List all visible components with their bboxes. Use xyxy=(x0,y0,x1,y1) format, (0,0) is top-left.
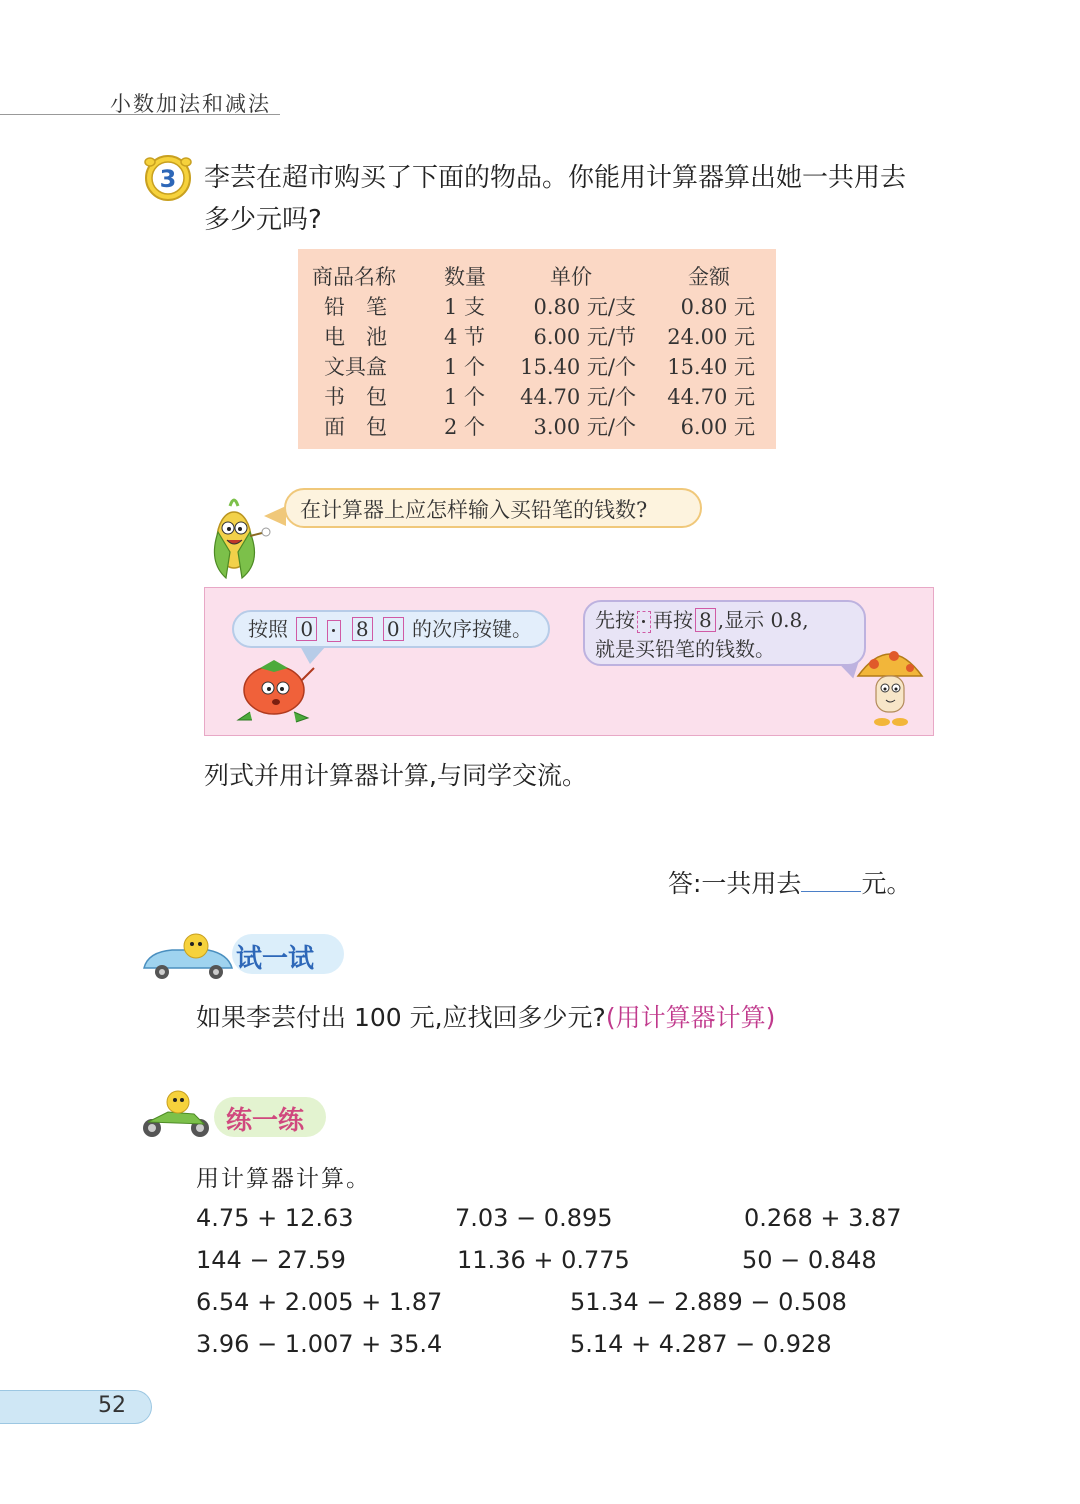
bubble-line-2: 就是买铅笔的钱数。 xyxy=(595,637,775,661)
practice-section-title: 练一练 xyxy=(226,1106,305,1136)
example-question xyxy=(204,157,954,241)
try-section-title: 试一试 xyxy=(236,944,315,974)
header-rule xyxy=(0,114,280,115)
practice-instruction: 用计算器计算。 xyxy=(196,1166,371,1192)
table-cell: 44.70 元/个 xyxy=(520,385,636,409)
table-row xyxy=(298,411,776,441)
example-question-line1: 李芸在超市购买了下面的物品。你能用计算器算出她一共用去 xyxy=(204,163,907,193)
table-cell: 铅 笔 xyxy=(324,295,387,319)
bubble-text: 先按 xyxy=(595,608,635,632)
table-cell: 1 个 xyxy=(444,385,486,409)
page-number: 52 xyxy=(98,1393,126,1418)
practice-expression: 50 − 0.848 xyxy=(742,1246,877,1274)
bubble-line-1 xyxy=(595,606,864,635)
table-cell: 0.80 元 xyxy=(680,295,755,319)
instruction-text: 列式并用计算器计算,与同学交流。 xyxy=(204,761,587,790)
table-cell: 15.40 元/个 xyxy=(520,355,636,379)
try-question-text: 如果李芸付出 100 元,应找回多少元? xyxy=(196,1003,606,1032)
table-row xyxy=(298,291,776,321)
practice-expression: 6.54 + 2.005 + 1.87 xyxy=(196,1288,443,1316)
motorbike-character-icon xyxy=(138,1088,214,1140)
table-cell: 2 个 xyxy=(444,415,486,439)
car-character-icon xyxy=(138,930,238,982)
table-cell: 15.40 元 xyxy=(667,355,755,379)
try-hint: (用计算器计算) xyxy=(605,1003,776,1032)
table-header: 商品名称 xyxy=(312,265,396,289)
bubble-text: 的次序按键。 xyxy=(412,617,532,641)
table-header: 数量 xyxy=(444,265,486,289)
calculator-key: 0 xyxy=(383,617,404,641)
table-cell: 6.00 元 xyxy=(680,415,755,439)
table-cell: 电 池 xyxy=(324,325,387,349)
table-cell: 6.00 元/节 xyxy=(533,325,636,349)
example-number-badge xyxy=(142,148,194,204)
calculator-key: 8 xyxy=(695,608,716,632)
table-cell: 1 支 xyxy=(444,295,486,319)
table-row xyxy=(298,381,776,411)
practice-expression: 4.75 + 12.63 xyxy=(196,1204,354,1232)
table-cell: 面 包 xyxy=(324,415,387,439)
bubble-text: 再按 xyxy=(653,608,693,632)
answer-line xyxy=(668,864,911,900)
table-header-row xyxy=(298,261,776,291)
table-header: 单价 xyxy=(550,265,592,289)
calculator-key: 0 xyxy=(296,617,317,641)
answer-prefix: 答:一共用去 xyxy=(668,869,802,898)
practice-expression: 144 − 27.59 xyxy=(196,1246,346,1274)
answer-suffix: 元。 xyxy=(861,869,912,898)
page-number-tab xyxy=(0,1390,152,1424)
practice-expression: 3.96 − 1.007 + 35.4 xyxy=(196,1330,443,1358)
mushroom-character-illustration xyxy=(852,638,928,730)
table-header: 金额 xyxy=(688,265,730,289)
practice-expression: 5.14 + 4.287 − 0.928 xyxy=(570,1330,832,1358)
table-cell: 44.70 元 xyxy=(667,385,755,409)
example-question-line2: 多少元吗? xyxy=(204,205,322,235)
corn-character-illustration xyxy=(200,492,272,584)
table-cell: 文具盒 xyxy=(324,355,387,379)
bubble-text: 按照 xyxy=(248,617,288,641)
table-row xyxy=(298,351,776,381)
chapter-title: 小数加法和减法 xyxy=(110,92,271,116)
table-row xyxy=(298,321,776,351)
table-cell: 24.00 元 xyxy=(667,325,755,349)
answer-blank[interactable] xyxy=(801,869,861,892)
tomato-character-illustration xyxy=(228,654,322,726)
table-cell: 4 节 xyxy=(444,325,486,349)
speech-bubble-tomato xyxy=(232,610,550,648)
speech-bubble-tail xyxy=(264,506,286,526)
price-table xyxy=(298,249,776,449)
table-cell: 3.00 元/个 xyxy=(533,415,636,439)
practice-expression: 11.36 + 0.775 xyxy=(457,1246,630,1274)
bubble-text: ,显示 0.8, xyxy=(717,608,809,632)
table-cell: 1 个 xyxy=(444,355,486,379)
decimal-point-key-icon xyxy=(637,611,651,633)
calculator-key: 8 xyxy=(352,617,373,641)
example-number: 3 xyxy=(159,165,177,193)
try-question xyxy=(196,998,775,1034)
practice-expression: 7.03 − 0.895 xyxy=(455,1204,613,1232)
practice-expression: 0.268 + 3.87 xyxy=(744,1204,902,1232)
speech-bubble-mushroom xyxy=(583,600,866,666)
table-cell: 书 包 xyxy=(324,385,387,409)
speech-bubble-question: 在计算器上应怎样输入买铅笔的钱数? xyxy=(284,488,702,528)
practice-expression: 51.34 − 2.889 − 0.508 xyxy=(570,1288,847,1316)
decimal-point-key-icon xyxy=(327,620,341,642)
table-cell: 0.80 元/支 xyxy=(533,295,636,319)
